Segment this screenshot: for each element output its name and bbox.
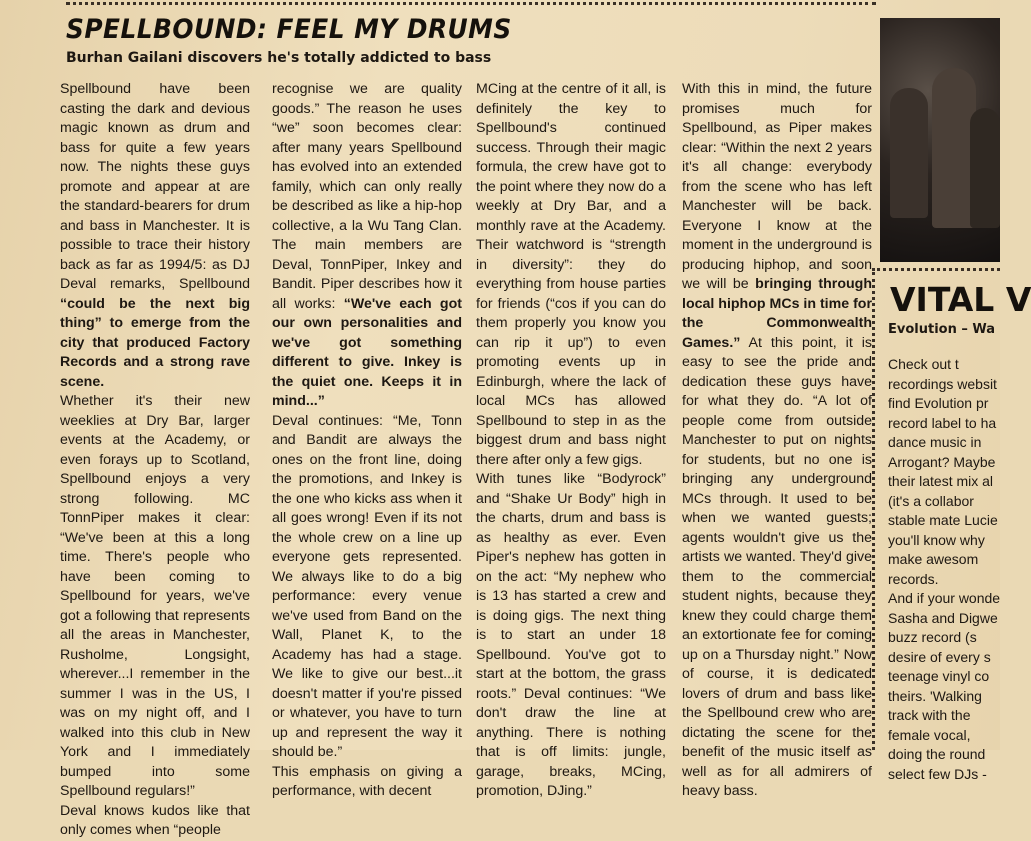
sidebar-line: find Evolution pr bbox=[888, 395, 989, 411]
bold-text-segment: “could be the next big thing” to emerge from the city that produced Factory Records and a strong rave scene. bbox=[60, 295, 250, 390]
sidebar-line: stable mate Lucie bbox=[888, 512, 998, 528]
sidebar-line: buzz record (s bbox=[888, 629, 977, 645]
text-segment: Spellbound have been casting the dark and devious magic known as drum and bass for quite a few years now. The nights these guys promote and appear at are the standard-bearers for drum and bass in Manchester. It is possible to trace their history back as far as 1994/5: as DJ Deval remarks, Spellbound bbox=[60, 81, 250, 292]
text-segment: Deval knows kudos like that only comes when “people bbox=[60, 802, 250, 838]
text-segment: Deval continues: “Me, Tonn and Bandit are always the ones on the front line, doing the promotions, and Inkey is the one who kicks ass when it all goes wrong! Even if its not the whole crew on a line up everyone gets represented. We always like to do a big performance: every venue we've used from Band on the Wall, Planet K, to the Academy has had a stage. We like to give our best...it doesn't matter if you're pissed or whatever, you have to turn up and represent the way it should be.” bbox=[272, 412, 462, 760]
article-column-4 bbox=[682, 80, 872, 802]
sidebar-line: records. bbox=[888, 570, 939, 587]
article-paragraph bbox=[272, 412, 462, 763]
text-segment: MCing at the centre of it all, is definitely the key to Spellbound's continued success. Through their magic formula, the crew have got to the point where they now do a weekly at Dry Bar, and a monthly rave at the Academy. Their watchword is “strength in diversity”: they do everything from house parties for friends (“cos if you can do them properly you know you can rip it up”) to even promoting events up in Edinburgh, where the lack of local MCs has allowed Spellbound to step in as the biggest drum and bass night there after only a few gigs. bbox=[476, 81, 666, 468]
sidebar-line: (it's a collabor bbox=[888, 492, 974, 509]
article-column-2 bbox=[272, 80, 462, 802]
article-paragraph bbox=[60, 80, 250, 392]
crowd-figure bbox=[970, 108, 1000, 228]
article-standfirst: Burhan Gailani discovers he's totally addicted to bass bbox=[66, 50, 492, 66]
article-paragraph bbox=[272, 763, 462, 802]
text-segment: With tunes like “Bodyrock” and “Shake Ur Body” high in the charts, drum and bass is as healthy as ever. Even Piper's nephew has gotten in on the act: “My nephew who is 13 has started a crew and is doing gigs. The next thing is to start an under 18 Spellbound. You've got to start at the bottom, the grass roots.” Deval continues: “We don't draw the line at anything. There is nothing that is off limits: jungle, garage, breaks, MCing, promotion, DJing.” bbox=[476, 471, 666, 799]
bold-text-segment: bringing through local hiphop MCs in time for the Commonwealth Games.” bbox=[682, 276, 872, 351]
sidebar-line: theirs. 'Walking bbox=[888, 687, 982, 704]
article-paragraph bbox=[60, 802, 250, 841]
sidebar-line: Arrogant? Maybe bbox=[888, 453, 996, 470]
sidebar-line: teenage vinyl co bbox=[888, 668, 990, 684]
text-segment: With this in mind, the future promises much for Spellbound, as Piper makes clear: “Within the next 2 years it's all change: everybody from the scene who has left Manchester will be back. Everyone I know at the moment in the underground is producing hiphop, and soon we will be bbox=[682, 81, 872, 292]
sidebar-line: female vocal, bbox=[888, 726, 971, 743]
sidebar-line: desire of every s bbox=[888, 648, 991, 665]
crowd-photo bbox=[880, 18, 1000, 262]
sidebar-title: VITAL V bbox=[890, 280, 1031, 319]
text-segment: This emphasis on giving a performance, with decent bbox=[272, 763, 462, 799]
text-segment: At this point, it is easy to see the pride and dedication these guys have for what they do. “A lot of people come from outside Manchester to put on nights for students, but no one is bringing any underground MCs through. It used to be when we wanted guests; agents wouldn't give us the artists we wanted. They'd give them to the commercial student nights, because they knew they could charge them an extortionate fee for coming up on a Thursday night.” Now of course, it is dedicated lovers of drum and bass like the Spellbound crew who are dictating the scene for the benefit of the music itself as well as for all admirers of heavy bass. bbox=[682, 334, 872, 799]
crowd-figure bbox=[890, 88, 928, 218]
sidebar-line: Sasha and Digwe bbox=[888, 609, 998, 626]
sidebar-line: doing the round bbox=[888, 746, 986, 762]
text-segment: recognise we are quality goods.” The reason he uses “we” soon becomes clear: after many years Spellbound has evolved into an extended family, which can only really be described as like a hip-hop collective, a la Wu Tang Clan. The main members are Deval, TonnPiper, Inkey and Bandit. Piper describes how it all works: bbox=[272, 81, 462, 312]
sidebar-line: record label to ha bbox=[888, 414, 997, 431]
sidebar-subtitle: Evolution – Wa bbox=[888, 322, 996, 337]
top-dotted-rule bbox=[66, 2, 876, 5]
article-paragraph bbox=[272, 80, 462, 412]
sidebar-line: track with the bbox=[888, 707, 971, 723]
sidebar-dotted-rule bbox=[872, 268, 1000, 271]
text-segment: Whether it's their new weeklies at Dry Bar, larger events at the Academy, or even forays up to Scotland, Spellbound enjoys a very strong following. MC TonnPiper makes it clear: “We've been at this a long time. There's people who have been coming to Spellbound for years, we've got a following that represents all the areas in Manchester, Rusholme, Longsight, wherever...I remember in the summer I was in the US, I was on my night off, and I walked into this club in New York and I immediately bumped into some Spellbound regulars!” bbox=[60, 393, 250, 799]
article-paragraph bbox=[476, 470, 666, 802]
article-paragraph bbox=[476, 80, 666, 470]
sidebar-line: their latest mix al bbox=[888, 473, 994, 489]
sidebar-line: dance music in bbox=[888, 434, 982, 450]
sidebar-line: make awesom bbox=[888, 551, 979, 567]
bold-text-segment: “We've each got our own personalities and we've got something different to give. Inkey is the quiet one. Keeps it in mind...” bbox=[272, 295, 462, 409]
article-column-1 bbox=[60, 80, 250, 841]
sidebar-body bbox=[888, 355, 1000, 784]
article-paragraph bbox=[682, 80, 872, 802]
sidebar-line: select few DJs - bbox=[888, 765, 987, 782]
article-column-3 bbox=[476, 80, 666, 802]
sidebar-dotted-border bbox=[872, 272, 875, 750]
article-paragraph bbox=[60, 392, 250, 802]
sidebar-line: you'll know why bbox=[888, 531, 985, 548]
article-headline: SPELLBOUND: FEEL MY DRUMS bbox=[66, 14, 512, 45]
sidebar-line: And if your wonde bbox=[888, 590, 1001, 606]
sidebar-line: recordings websit bbox=[888, 375, 997, 392]
sidebar-line: Check out t bbox=[888, 356, 959, 372]
